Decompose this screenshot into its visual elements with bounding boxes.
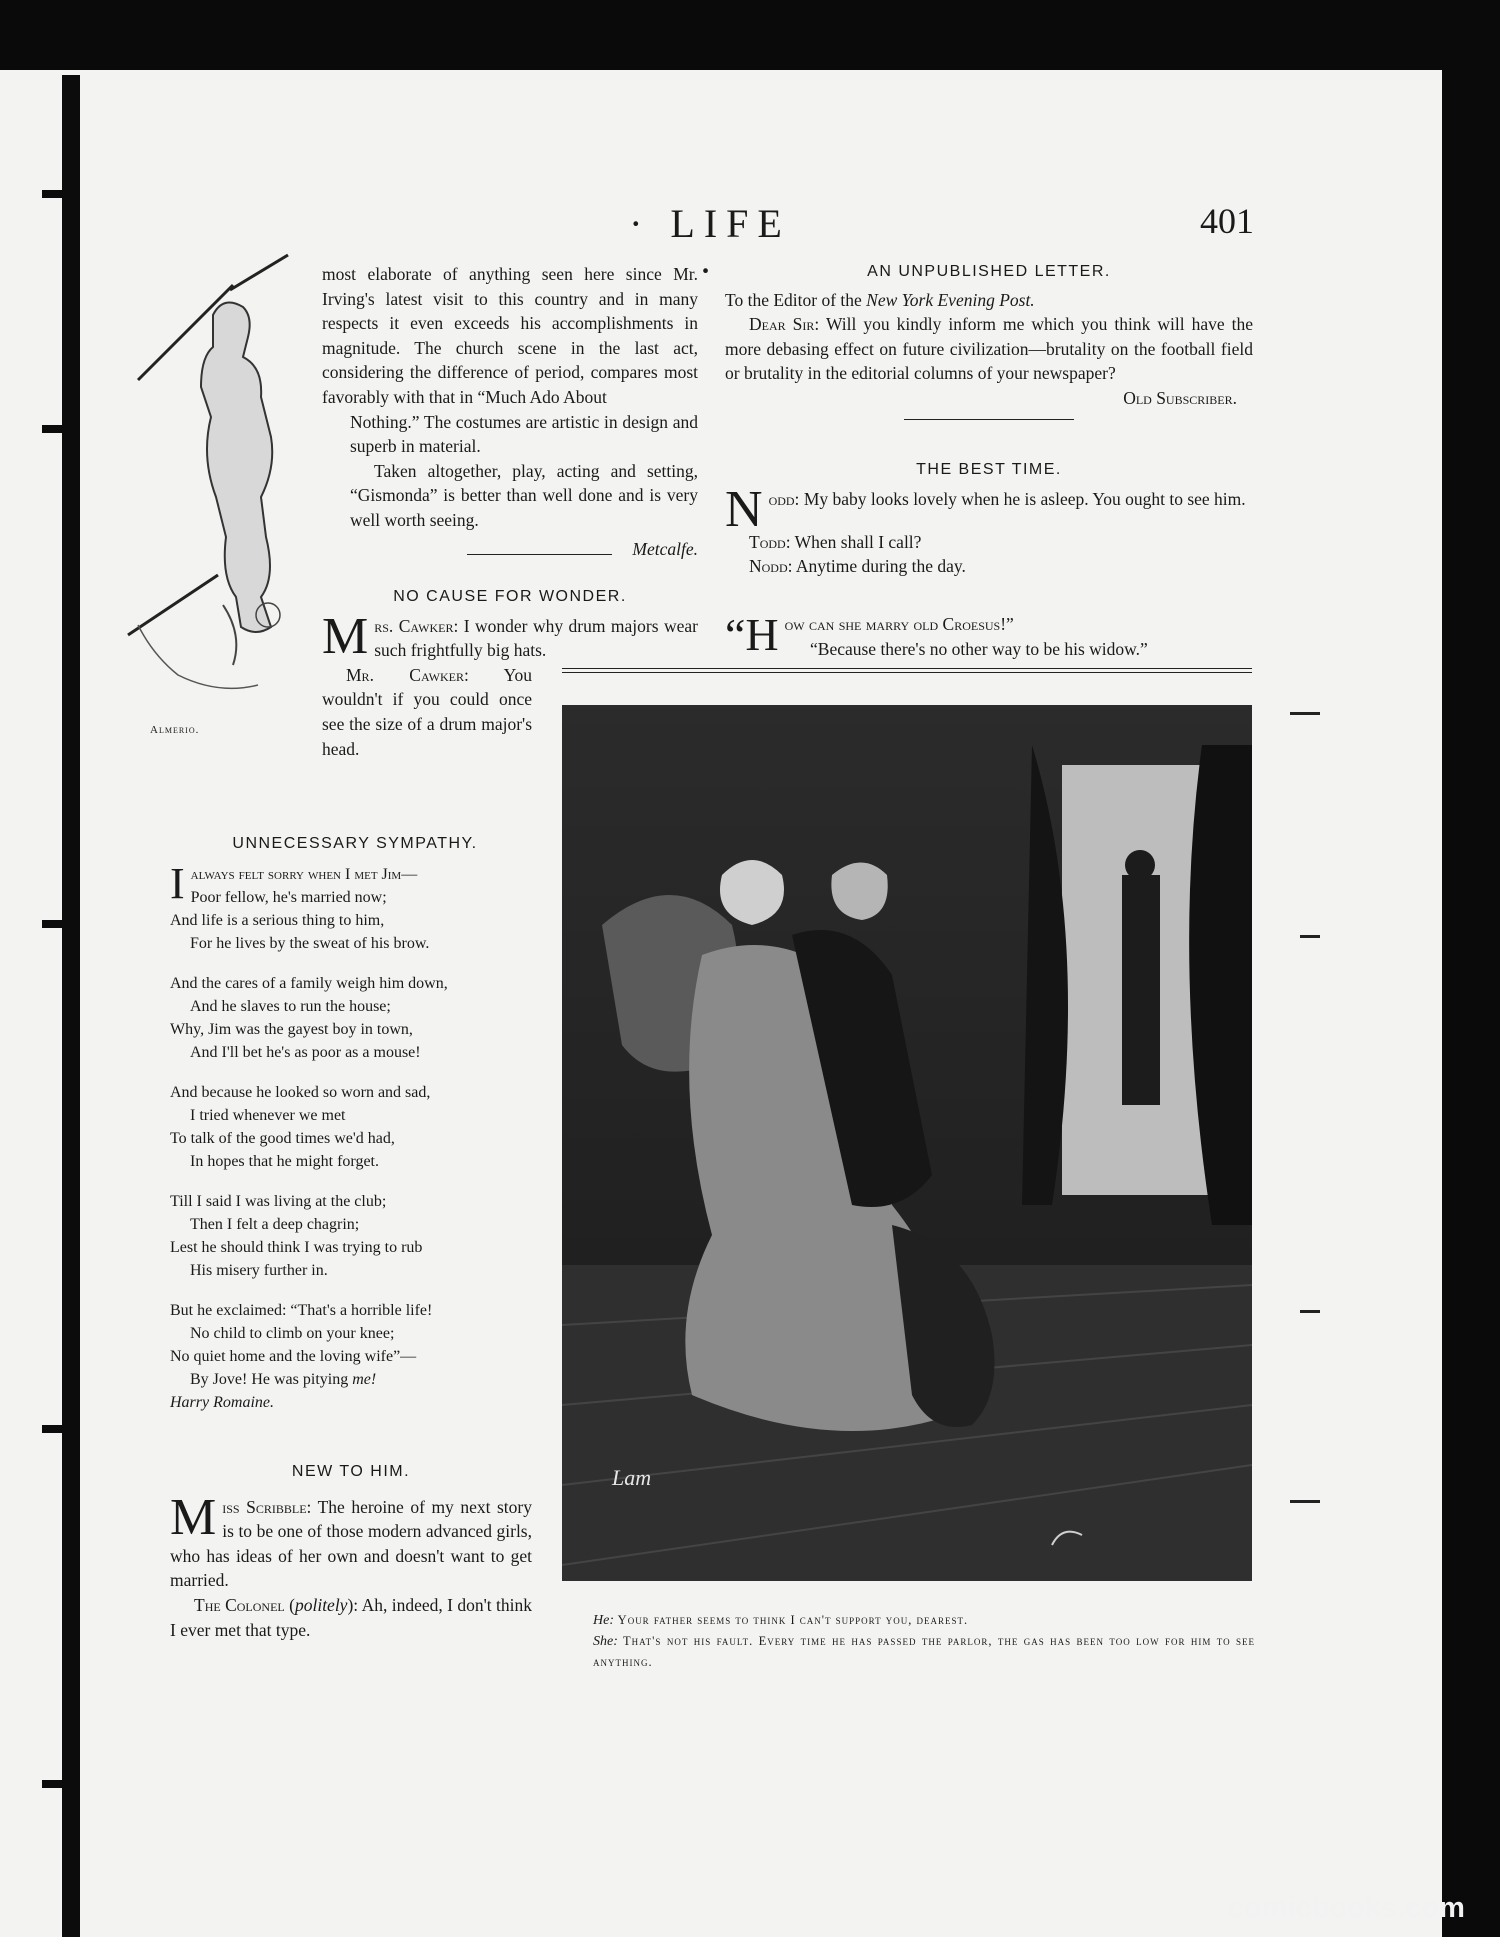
new-to-him-section: NEW TO HIM. Miss Scribble: The heroine of my next story is to be one of those modern advanced girls, who has ideas of her own and doesn't want to get married. The Colonel (politely): Ah, indeed, I don't think I ever met that type. xyxy=(170,1460,532,1642)
poem-line: Then I felt a deep chagrin; xyxy=(190,1216,360,1233)
newspaper-name: New York Evening Post. xyxy=(866,289,1035,310)
poem-signature: Harry Romaine. xyxy=(170,1394,274,1411)
edge-mark xyxy=(1300,935,1320,938)
binding-notch xyxy=(42,425,80,433)
letter-signature: Old Subscriber. xyxy=(1123,387,1237,408)
swordsman-figure xyxy=(118,245,338,705)
letter-section xyxy=(725,260,1253,420)
speaker-label: rs. Cawker: xyxy=(374,615,459,636)
section-heading: NEW TO HIM. xyxy=(291,1463,411,1480)
page-number: 401 xyxy=(1200,201,1254,241)
dialogue-text: When shall I call? xyxy=(790,531,922,552)
dialogue-text: Ah, indeed, I don't think I ever met that type. xyxy=(170,1594,532,1640)
speaker-label: iss Scribble: xyxy=(222,1496,312,1517)
drop-cap: I xyxy=(170,859,185,908)
speaker-label: He: xyxy=(593,1613,614,1628)
illustration-caption xyxy=(565,1610,1255,1672)
poem-line: And life is a serious thing to him, xyxy=(170,912,385,929)
section-heading: NO CAUSE FOR WONDER. xyxy=(393,588,627,605)
poem-line: And I'll bet he's as poor as a mouse! xyxy=(190,1044,421,1061)
dialogue-text: The heroine of my next story is to be one of those modern advanced girls, who has ideas of her own and doesn't want to get married. xyxy=(170,1496,532,1591)
binding-notch xyxy=(42,1425,80,1433)
figure-caption: Almerio. xyxy=(150,724,200,736)
section-heading: UNNECESSARY SYMPATHY. xyxy=(232,835,478,852)
section-rule xyxy=(904,419,1074,420)
edge-mark xyxy=(1290,712,1320,715)
poem-line: always felt sorry when I met Jim— xyxy=(190,866,418,883)
poem-line: In hopes that he might forget. xyxy=(190,1153,379,1170)
poem-line: And the cares of a family weigh him down, xyxy=(170,975,448,992)
drop-cap: N xyxy=(725,480,763,538)
croesus-section xyxy=(725,609,1253,661)
poem-line: By Jove! He was pitying xyxy=(190,1371,353,1388)
speaker-label: odd: xyxy=(768,488,800,509)
review-paragraph: most elaborate of anything seen here since Mr. Irving's latest visit to this country and in many respects it even exceeds his accomplishments in magnitude. The church scene in the last act, considering the difference of period, compares most favorably with that in “Much Ado About xyxy=(322,264,698,407)
poem-line: For he lives by the sweat of his brow. xyxy=(190,935,430,952)
masthead-title: · LIFE · xyxy=(629,201,791,293)
drop-cap: M xyxy=(322,607,369,665)
artist-signature: Lam xyxy=(612,1465,652,1490)
binding-notch xyxy=(42,1780,80,1788)
salutation: Dear Sir: xyxy=(749,314,820,335)
poem-line: And because he looked so worn and sad, xyxy=(170,1084,431,1101)
section-heading: THE BEST TIME. xyxy=(916,461,1062,478)
speaker-label: The Colonel xyxy=(194,1594,285,1615)
poem-line: His misery further in. xyxy=(190,1262,328,1279)
emphasis: me! xyxy=(352,1371,377,1388)
binding-notch xyxy=(42,190,80,198)
site-watermark: comicbooks.com xyxy=(1228,1892,1465,1924)
dialogue-text: Anytime during the day. xyxy=(792,556,966,577)
speaker-label: Todd: xyxy=(749,531,791,552)
review-signature: Metcalfe. xyxy=(632,538,698,559)
poem-section xyxy=(170,832,540,1414)
drop-cap: “H xyxy=(725,609,779,660)
best-time-section xyxy=(725,458,1253,579)
double-rule xyxy=(562,668,1252,673)
drop-cap: M xyxy=(170,1488,217,1546)
caption-text: Your father seems to think I can't support you, dearest. xyxy=(614,1613,969,1627)
poem-line: Till I said I was living at the club; xyxy=(170,1193,387,1210)
letter-body: Will you kindly inform me which you think will have the more debasing effect on future civilization—brutality on the football field or brutality in the editorial columns of your newspaper? xyxy=(725,314,1254,384)
column-1-top xyxy=(322,262,698,561)
poem-line: And he slaves to run the house; xyxy=(190,998,391,1015)
parlor-illustration xyxy=(562,705,1252,1581)
letter-address: To the Editor of the xyxy=(725,289,867,310)
dialogue-text: You wouldn't if you could once see the size of a drum major's head. xyxy=(322,664,532,759)
section-heading: AN UNPUBLISHED LETTER. xyxy=(867,263,1111,280)
speaker-label: She: xyxy=(593,1634,618,1649)
poem-line: To talk of the good times we'd had, xyxy=(170,1130,395,1147)
speaker-label: Nodd: xyxy=(749,556,793,577)
poem-line: I tried whenever we met xyxy=(190,1107,346,1124)
speaker-label: Mr. Cawker: xyxy=(346,664,469,685)
poem-line: Poor fellow, he's married now; xyxy=(190,889,387,906)
edge-mark xyxy=(1290,1500,1320,1503)
binding-notch xyxy=(42,920,80,928)
edge-mark xyxy=(1300,1310,1320,1313)
dialogue-text: “Because there's no other way to be his widow.” xyxy=(810,638,1148,659)
poem-line: But he exclaimed: “That's a horrible life! xyxy=(170,1302,433,1319)
dialogue-text: My baby looks lovely when he is asleep. You ought to see him. xyxy=(799,488,1246,509)
dialogue-text: ow can she marry old Croesus!” xyxy=(784,614,1014,634)
stage-direction: politely xyxy=(294,1594,348,1615)
poem-line: Lest he should think I was trying to rub xyxy=(170,1239,423,1256)
poem-line: No quiet home and the loving wife”— xyxy=(170,1348,417,1365)
section-rule xyxy=(467,554,612,555)
review-paragraph-cont: Nothing.” The costumes are artistic in design and superb in material. xyxy=(350,411,698,457)
page-spine-border xyxy=(62,75,80,1937)
poem-line: No child to climb on your knee; xyxy=(190,1325,395,1342)
poem-line: Why, Jim was the gayest boy in town, xyxy=(170,1021,413,1038)
review-paragraph-2: Taken altogether, play, acting and setting, “Gismonda” is better than well done and is very well worth seeing. xyxy=(350,460,698,530)
caption-text: That's not his fault. Every time he has passed the parlor, the gas has been too low for him to see anything. xyxy=(593,1634,1255,1669)
dialogue-text: I wonder why drum majors wear such frightfully big hats. xyxy=(374,615,698,661)
